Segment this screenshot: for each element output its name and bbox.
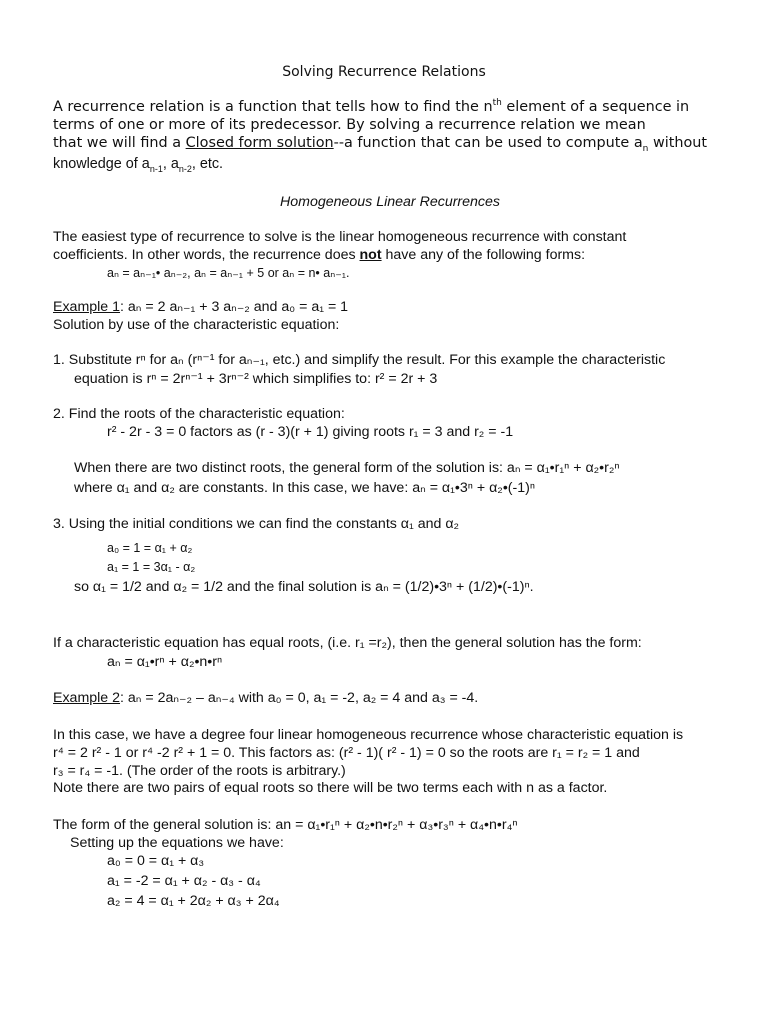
step-2-line-3: When there are two distinct roots, the general form of the solution is: aₙ = α₁•r₁ⁿ + α₂•r₂ⁿ [74, 460, 620, 476]
step-2-line-1: 2. Find the roots of the characteristic equation: [53, 406, 345, 422]
example-2-statement [53, 689, 478, 707]
subscript: n-1 [149, 163, 163, 174]
intro-text: , a [162, 156, 179, 172]
general-equation-1: a₀ = 0 = α₁ + α₃ [107, 853, 205, 869]
para2-line-2: r⁴ = 2 r² - 1 or r⁴ -2 r² + 1 = 0. This factors as: (r² - 1)( r² - 1) = 0 so the roots are r₁ = r₂ = 1 and [53, 745, 640, 761]
intro-text: --a function that can be used to compute a [333, 135, 643, 151]
subscript: n-2 [178, 163, 192, 174]
para-text: coefficients. In other words, the recurrence does [53, 247, 360, 263]
intro-text: knowledge of a [53, 156, 150, 172]
para2-line-1: In this case, we have a degree four linear homogeneous recurrence whose characteristic equation is [53, 727, 684, 743]
page-title: Solving Recurrence Relations [282, 64, 486, 80]
step-2-line-4: where α₁ and α₂ are constants. In this case, we have: aₙ = α₁•3ⁿ + α₂•(-1)ⁿ [74, 480, 536, 496]
forbidden-forms: aₙ = aₙ₋₁• aₙ₋₂, aₙ = aₙ₋₁ + 5 or aₙ = n• aₙ₋₁. [107, 266, 350, 280]
equal-roots-formula: aₙ = α₁•rⁿ + α₂•n•rⁿ [107, 654, 223, 670]
intro-text: that we will find a [53, 135, 186, 151]
step-1-line-2: equation is rⁿ = 2rⁿ⁻¹ + 3rⁿ⁻² which simplifies to: r² = 2r + 3 [74, 371, 438, 387]
step-2-line-2: r² - 2r - 3 = 0 factors as (r - 3)(r + 1) giving roots r₁ = 3 and r₂ = -1 [107, 424, 514, 440]
step-1-line-1: 1. Substitute rⁿ for aₙ (rⁿ⁻¹ for aₙ₋₁, etc.) and simplify the result. For this example the characteristic [53, 352, 666, 368]
para1-line-1: The easiest type of recurrence to solve is the linear homogeneous recurrence with constant [53, 229, 627, 245]
setup-equations-line: Setting up the equations we have: [70, 835, 284, 851]
intro-line-3 [53, 134, 707, 152]
intro-text: A recurrence relation is a function that tells how to find the n [53, 99, 493, 115]
equal-roots-line: If a characteristic equation has equal roots, (i.e. r₁ =r₂), then the general solution has the form: [53, 635, 642, 651]
step-3-equation-2: a₁ = 1 = 3α₁ - α₂ [107, 560, 196, 574]
intro-line-2: terms of one or more of its predecessor. By solving a recurrence relation we mean [53, 117, 646, 133]
para2-line-4: Note there are two pairs of equal roots so there will be two terms each with n as a factor. [53, 780, 608, 796]
emphasis-not: not [359, 247, 382, 263]
superscript: th [492, 98, 502, 109]
example-1-statement [53, 298, 348, 316]
general-equation-2: a₁ = -2 = α₁ + α₂ - α₃ - α₄ [107, 873, 261, 889]
intro-text: element of a sequence in [501, 99, 690, 115]
subscript: n [642, 143, 649, 154]
general-equation-3: a₂ = 4 = α₁ + 2α₂ + α₃ + 2α₄ [107, 893, 280, 909]
example-text: : aₙ = 2aₙ₋₂ – aₙ₋₄ with a₀ = 0, a₁ = -2, a₂ = 4 and a₃ = -4. [120, 690, 479, 706]
step-3-line-2: so α₁ = 1/2 and α₂ = 1/2 and the final solution is aₙ = (1/2)•3ⁿ + (1/2)•(-1)ⁿ. [74, 579, 534, 595]
para1-line-2 [53, 246, 585, 264]
example-1-label: Example 1 [53, 299, 121, 315]
step-3-equation-1: a₀ = 1 = α₁ + α₂ [107, 541, 193, 555]
step-3-line-1: 3. Using the initial conditions we can find the constants α₁ and α₂ [53, 516, 460, 532]
intro-text: , etc. [191, 156, 224, 172]
para-text: have any of the following forms: [381, 247, 586, 263]
para2-line-3: r₃ = r₄ = -1. (The order of the roots is arbitrary.) [53, 763, 346, 779]
example-2-label: Example 2 [53, 690, 121, 706]
intro-line-4 [53, 155, 223, 173]
general-solution-line: The form of the general solution is: an = α₁•r₁ⁿ + α₂•n•r₂ⁿ + α₃•r₃ⁿ + α₄•n•r₄ⁿ [53, 817, 518, 833]
intro-line-1 [53, 98, 689, 116]
example-1-subtitle: Solution by use of the characteristic equation: [53, 317, 340, 333]
closed-form-term: Closed form solution [185, 135, 334, 151]
section-heading: Homogeneous Linear Recurrences [279, 194, 501, 210]
intro-text: without [648, 135, 708, 151]
example-text: : aₙ = 2 aₙ₋₁ + 3 aₙ₋₂ and a₀ = a₁ = 1 [120, 299, 349, 315]
